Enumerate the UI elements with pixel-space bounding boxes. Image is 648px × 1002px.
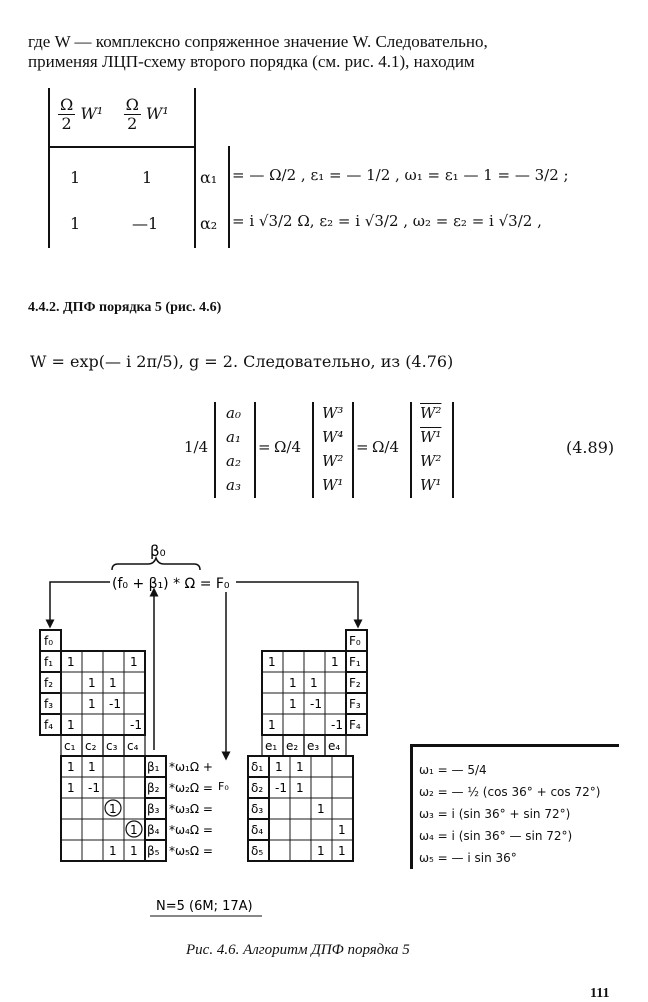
cell-value: 1 [130,823,138,837]
e-label: e₁ [265,739,278,753]
delta-label: δ₁ [251,760,264,774]
grid-cell [290,798,311,819]
dft-algorithm-diagram [0,530,648,930]
cell-value: 1 [88,676,96,690]
equation-number: (4.89) [566,438,615,457]
grid-cell [61,798,82,819]
grid-cell [61,693,82,714]
alpha-2: α₂ [200,214,218,233]
cell-value: -1 [88,781,100,795]
omega-op: *ω₄Ω = [169,823,213,837]
c-label: c₃ [106,739,118,753]
matrix-equation: 1/4 a₀ a₁ a₂ a₃ = Ω/4 W³ W⁴ W² W¹ = Ω/4 W² W¹ W² W¹ [184,400,484,500]
grid-cell [124,672,145,693]
grid-cell [82,651,103,672]
f-label: f₄ [44,718,54,732]
beta-label: β₁ [147,760,160,774]
grid-cell [82,798,103,819]
table-row2-a: 1 [70,214,81,233]
vector-w-right: W² W¹ W² W¹ [410,402,454,498]
table-row1-a: 1 [70,168,81,187]
omega-legend [410,744,619,869]
cell-value: 1 [109,802,117,816]
delta-label: δ₂ [251,781,264,795]
cell-value: 1 [268,718,276,732]
grid-cell [332,756,353,777]
cell-value: 1 [275,760,283,774]
F-label: F₁ [349,655,361,669]
intro-line-1: где W — комплексно сопряженное значение W. Следовательно, [28,32,488,51]
grid-cell [124,777,145,798]
legend-omega-5: ω₅ = — i sin 36° [419,851,517,865]
cell-value: 1 [67,781,75,795]
grid-cell [61,819,82,840]
grid-cell [325,672,346,693]
grid-cell [325,693,346,714]
grid-cell [311,819,332,840]
grid-cell [290,840,311,861]
cell-value: 1 [268,655,276,669]
diagram-labels [44,634,361,858]
delta-label: δ₅ [251,844,264,858]
grid-cell [124,798,145,819]
cell-value: 1 [109,676,117,690]
omega-op: *ω₂Ω = [169,781,213,795]
grid-cell [290,819,311,840]
grid-cell [82,714,103,735]
f-label: f₀ [44,634,54,648]
cell-value: 1 [67,760,75,774]
arrow-right-down [236,582,358,624]
table-row2-b: —1 [132,214,159,233]
grid-cell [124,693,145,714]
grid-cell [103,714,124,735]
F-label: F₃ [349,697,361,711]
beta-label: β₂ [147,781,160,795]
grid-cell [262,693,283,714]
F-label: F₀ [349,634,361,648]
formula-line: W = exp(— i 2π/5), g = 2. Следовательно, из (4.76) [30,352,454,371]
c-label: c₁ [64,739,76,753]
complexity-label: N=5 (6M; 17A) [156,899,253,914]
grid-cell [311,777,332,798]
e-label: e₄ [328,739,341,753]
grid-cell [82,840,103,861]
grid-cell [103,756,124,777]
cell-value: 1 [88,697,96,711]
omega-op: *ω₁Ω + [169,760,213,774]
f-label: f₃ [44,697,54,711]
grid-cell [304,714,325,735]
cell-value: 1 [130,844,138,858]
table-row1-b: 1 [142,168,153,187]
coef-1: 1/4 [184,438,209,456]
alpha-1: α₁ [200,168,218,187]
f-label: f₂ [44,676,54,690]
grid-cell [103,777,124,798]
delta-label: δ₄ [251,823,264,837]
cell-value: -1 [275,781,287,795]
section-heading: 4.4.2. ДПФ порядка 5 (рис. 4.6) [28,300,222,315]
grid-cell [61,672,82,693]
beta-label: β₃ [147,802,160,816]
e-label: e₃ [307,739,320,753]
grid-cell [61,840,82,861]
cell-value: 1 [317,844,325,858]
legend-omega-4: ω₄ = i (sin 36° — sin 72°) [419,829,573,843]
cell-value: 1 [310,676,318,690]
alpha-1-equation: = — Ω/2 , ε₁ = — 1/2 , ω₁ = ε₁ — 1 = — 3/2 ; [232,166,569,184]
cell-value: 1 [289,697,297,711]
top-formula: (f₀ + β₁) * Ω = F₀ [112,576,230,592]
grid-cell [262,672,283,693]
F-label: F₂ [349,676,361,690]
cell-value: 1 [130,655,138,669]
figure-caption: Рис. 4.6. Алгоритм ДПФ порядка 5 [186,942,410,958]
grid-cell [283,714,304,735]
vector-w-mid: W³ W⁴ W² W¹ [312,402,354,498]
grid-cell [103,819,124,840]
cell-value: -1 [310,697,322,711]
grid-cell [124,756,145,777]
legend-omega-2: ω₂ = — ½ (cos 36° + cos 72°) [419,785,601,799]
vector-a: a₀ a₁ a₂ a₃ [214,402,256,498]
delta-label: δ₃ [251,802,264,816]
grid-cell [269,840,290,861]
legend-omega-3: ω₃ = i (sin 36° + sin 72°) [419,807,571,821]
cell-value: 1 [296,760,304,774]
omega-op: *ω₅Ω = [169,844,213,858]
omega-op: *ω₃Ω = [169,802,213,816]
F-label: F₄ [349,718,361,732]
grid-cell [332,798,353,819]
grid-cell [311,756,332,777]
cell-value: 1 [67,718,75,732]
grid-cell [304,651,325,672]
grid-cell [269,819,290,840]
f-label: f₁ [44,655,54,669]
lcp-table [48,88,196,248]
c-label: c₂ [85,739,97,753]
table-head: $\frac{\Omega}{2}$ W¹ $\frac{\Omega}{2}$ W¹ [60,95,169,133]
alpha-2-equation: = i √3/2 Ω, ε₂ = i √3/2 , ω₂ = ε₂ = i √3/2 , [232,212,542,230]
alpha-column [192,146,230,248]
grid-cell [82,819,103,840]
cell-value: -1 [109,697,121,711]
cell-value: 1 [317,802,325,816]
cell-value: -1 [130,718,142,732]
c-label: c₄ [127,739,139,753]
f0-plus: F₀ [218,780,229,793]
arrow-left-down [50,582,110,624]
cell-value: 1 [338,823,346,837]
cell-value: 1 [296,781,304,795]
cell-value: 1 [88,760,96,774]
cell-value: 1 [109,844,117,858]
grid-cell [283,651,304,672]
e-label: e₂ [286,739,299,753]
cell-value: 1 [289,676,297,690]
beta0-brace [112,558,200,570]
cell-value: 1 [338,844,346,858]
grid-cell [269,798,290,819]
beta-label: β₅ [147,844,160,858]
beta-label: β₄ [147,823,160,837]
grid-cell [332,777,353,798]
legend-omega-1: ω₁ = — 5/4 [419,763,487,777]
coef-3: Ω/4 [372,438,400,456]
beta0-label: β₀ [150,542,166,560]
grid-cell [103,651,124,672]
coef-2: Ω/4 [274,438,302,456]
cell-value: -1 [331,718,343,732]
page-number: 111 [590,986,610,1001]
cell-value: 1 [331,655,339,669]
cell-value: 1 [67,655,75,669]
intro-line-2: применяя ЛЦП-схему второго порядка (см. рис. 4.1), находим [28,52,475,71]
